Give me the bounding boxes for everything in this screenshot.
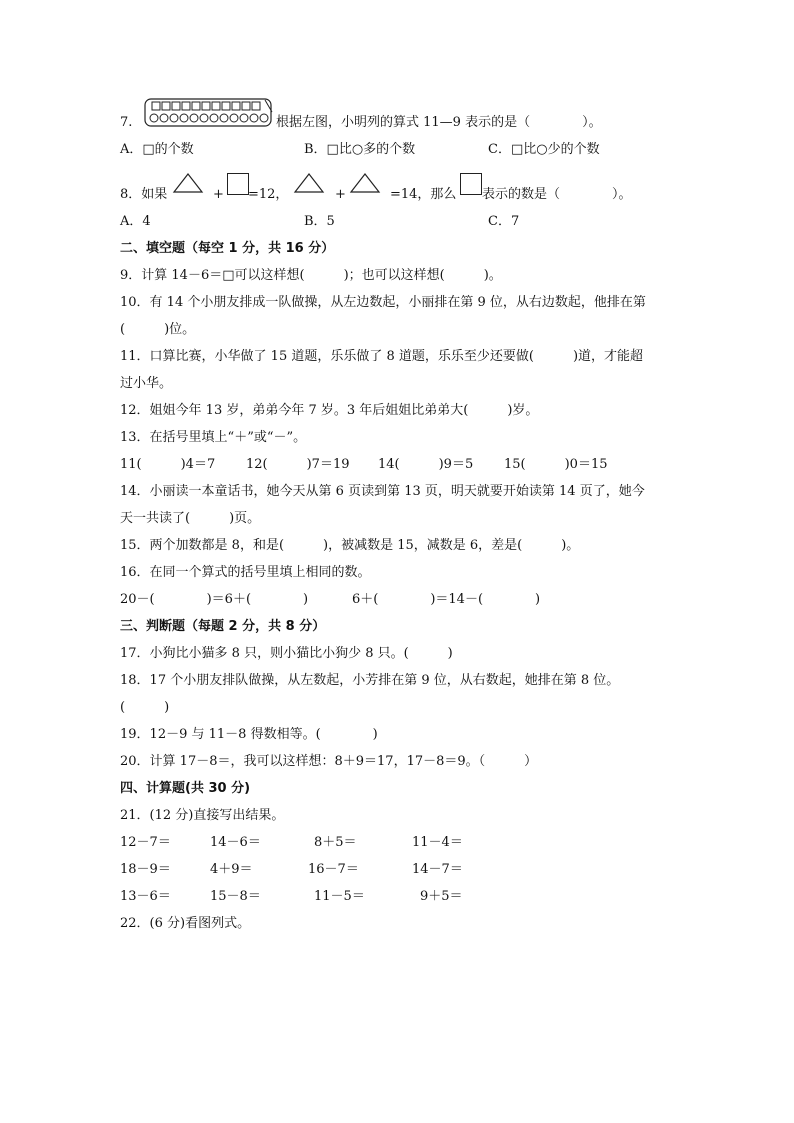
- square-icon: [460, 173, 482, 195]
- q7-line: [120, 114, 132, 132]
- section-2-title: 二、填空题（每空 1 分，共 16 分）: [120, 241, 335, 256]
- triangle-icon: [172, 172, 204, 194]
- calc-item: 11－4＝: [412, 835, 463, 850]
- q13-item: 11( )4＝7: [120, 457, 216, 472]
- calc-item: 13－6＝: [120, 889, 171, 904]
- triangle-icon: [349, 172, 381, 194]
- calc-item: 18－9＝: [120, 862, 171, 877]
- q7-option-b: B．□比○多的个数: [304, 142, 416, 157]
- q8-option-b: B．5: [304, 214, 335, 229]
- q18-line2: ( ): [120, 700, 170, 715]
- triangle-icon: [293, 172, 325, 194]
- q13: 13．在括号里填上“＋”或“－”。: [120, 430, 307, 445]
- q16-item: 6＋( )＝14－( ): [352, 592, 541, 607]
- q17: 17．小狗比小猫多 8 只，则小猫比小狗少 8 只。( ): [120, 646, 453, 661]
- q7-option-a: A．□的个数: [120, 142, 194, 157]
- q18-line1: 18．17 个小朋友排队做操，从左数起，小芳排在第 9 位，从右数起，她排在第 8 位。: [120, 673, 620, 688]
- q7-option-c: C．□比○少的个数: [488, 142, 600, 157]
- q8-plus-1: +: [213, 187, 224, 202]
- calc-item: 15－8＝: [210, 889, 261, 904]
- q22: 22．(6 分)看图列式。: [120, 916, 251, 931]
- q8-plus-2: +: [335, 187, 346, 202]
- q13-item: 14( )9＝5: [378, 457, 474, 472]
- calc-item: 9＋5＝: [420, 889, 463, 904]
- q13-item: 12( )7＝19: [246, 457, 350, 472]
- q16-item: 20－( )＝6＋( ): [120, 592, 309, 607]
- q8-part2: =12，: [248, 187, 289, 202]
- q8-option-a: A．4: [120, 214, 151, 229]
- calc-item: 14－7＝: [412, 862, 463, 877]
- q19: 19．12－9 与 11－8 得数相等。( ): [120, 727, 378, 742]
- section-3-title: 三、判断题（每题 2 分，共 8 分）: [120, 619, 326, 634]
- q10-line2: ( )位。: [120, 322, 196, 337]
- calc-item: 16－7＝: [308, 862, 359, 877]
- calc-item: 12－7＝: [120, 835, 171, 850]
- q20: 20．计算 17－8＝，我可以这样想：8＋9＝17，17－8＝9。（ ）: [120, 754, 538, 769]
- square-icon: [227, 173, 249, 195]
- q7-question: 根据左图，小明列的算式 11—9 表示的是（ ）。: [276, 115, 602, 130]
- q11-line2: 过小华。: [120, 376, 173, 391]
- q8-part3: =14，那么: [390, 187, 457, 202]
- q8-part4: 表示的数是（ ）。: [482, 187, 632, 202]
- q14-line1: 14．小丽读一本童话书，她今天从第 6 页读到第 13 页，明天就要开始读第 14 页了，她今: [120, 484, 645, 499]
- q12: 12．姐姐今年 13 岁，弟弟今年 7 岁。3 年后姐姐比弟弟大( )岁。: [120, 403, 539, 418]
- section-4-title: 四、计算题(共 30 分): [120, 781, 251, 796]
- calc-item: 4＋9＝: [210, 862, 253, 877]
- q7-number: 7.: [120, 115, 133, 130]
- q9: 9．计算 14－6＝□可以这样想( )；也可以这样想( )。: [120, 268, 502, 283]
- q16: 16．在同一个算式的括号里填上相同的数。: [120, 565, 371, 580]
- q13-item: 15( )0＝15: [504, 457, 608, 472]
- q11-line1: 11．口算比赛，小华做了 15 道题，乐乐做了 8 道题，乐乐至少还要做( )道，才能超: [120, 349, 644, 364]
- q8-part1: 8．如果: [120, 187, 168, 202]
- boxes-circles-figure: [144, 98, 274, 128]
- calc-item: 14－6＝: [210, 835, 261, 850]
- q15: 15．两个加数都是 8，和是( )，被减数是 15，减数是 6，差是( )。: [120, 538, 580, 553]
- q14-line2: 天一共读了( )页。: [120, 511, 261, 526]
- calc-item: 11－5＝: [314, 889, 365, 904]
- q21: 21．(12 分)直接写出结果。: [120, 808, 285, 823]
- calc-item: 8＋5＝: [314, 835, 357, 850]
- q8-option-c: C．7: [488, 214, 520, 229]
- q10-line1: 10．有 14 个小朋友排成一队做操，从左边数起，小丽排在第 9 位，从右边数起，他排在第: [120, 295, 646, 310]
